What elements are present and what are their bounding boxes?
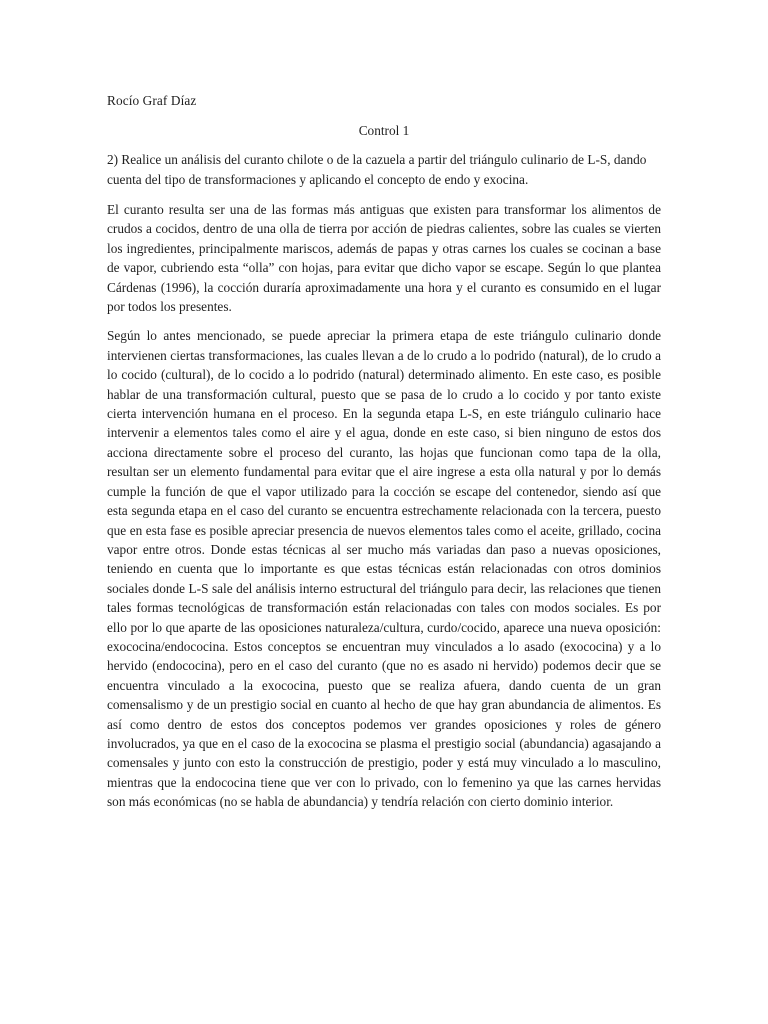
question-prompt: 2) Realice un análisis del curanto chilote o de la cazuela a partir del triángulo culinario de L-S, dando cuenta del tipo de transformaciones y aplicando el concepto de endo y exocina. <box>107 152 647 187</box>
document-title: Control 1 <box>358 123 410 138</box>
body-paragraph-2: Según lo antes mencionado, se puede apreciar la primera etapa de este triángulo culinario donde intervienen ciertas transformaciones, las cuales llevan a de lo crudo a lo podrido (natural), de lo crudo a lo cocido (cultural), de lo cocido a lo podrido (natural) determinado alimento. En este caso, es posible hablar de una transformación cultural, puesto que se pasa de lo crudo a lo cocido y por tanto existe cierta intervención humana en el proceso. En la segunda etapa L-S, en este triángulo culinario hace intervenir a elementos tales como el aire y el agua, donde en este caso, si bien ninguno de estos dos acciona directamente sobre el proceso del curanto, las hojas que funcionan como tapa de la olla, resultan ser un elemento fundamental para evitar que el aire ingrese a esta olla natural y por lo demás cumple la función de que el vapor utilizado para la cocción se escape del contenedor, siendo así que esta segunda etapa en el caso del curanto se encuentra estrechamente relacionada con la tercera, puesto que en esta fase es posible apreciar presencia de nuevos elementos tales como el aceite, grillado, cocina vapor entre otros. Donde estas técnicas al ser mucho más variadas dan paso a nuevas oposiciones, teniendo en cuenta que lo importante es que estas técnicas están relacionadas con otros dominios sociales donde L-S sale del análisis interno estructural del triángulo para decir, las relaciones que tienen tales formas tecnológicas de transformación están relacionadas con tales con modos sociales. Es por ello por lo que aparte de las oposiciones naturaleza/cultura, curdo/cocido, aparece una nueva oposición: exococina/endococina. Estos conceptos se encuentran muy vinculados a lo asado (exococina) y a lo hervido (endococina), pero en el caso del curanto (que no es asado ni hervido) podemos decir que se encuentra vinculado a la exococina, puesto que se realiza afuera, dando cuenta de un gran comensalismo y de un prestigio social en cuanto al hecho de que hay gran abundancia de alimentos. Es así como dentro de estos dos conceptos podemos ver grandes oposiciones y roles de género involucrados, ya que en el caso de la exococina se plasma el prestigio social (abundancia) agasajando a comensales y junto con esto la construcción de prestigio, poder y está muy vinculado a lo masculino, mientras que la endococina tiene que ver con lo privado, con lo femenino ya que las carnes hervidas son más económicas (no se habla de abundancia) y tendría relación con cierto dominio interior. <box>107 328 661 810</box>
body-paragraph-1: El curanto resulta ser una de las formas más antiguas que existen para transformar los alimentos de crudos a cocidos, dentro de una olla de tierra por acción de piedras calientes, sobre las cuales se vierten los ingredientes, principalmente mariscos, además de papas y otras carnes los cuales se cocinan a base de vapor, cubriendo esta “olla” con hojas, para evitar que dicho vapor se escape. Según lo que plantea Cárdenas (1996), la cocción duraría aproximadamente una hora y el curanto es consumido en el lugar por todos los presentes. <box>107 202 661 315</box>
author-name: Rocío Graf Díaz <box>107 93 197 108</box>
document-body <box>107 92 661 812</box>
